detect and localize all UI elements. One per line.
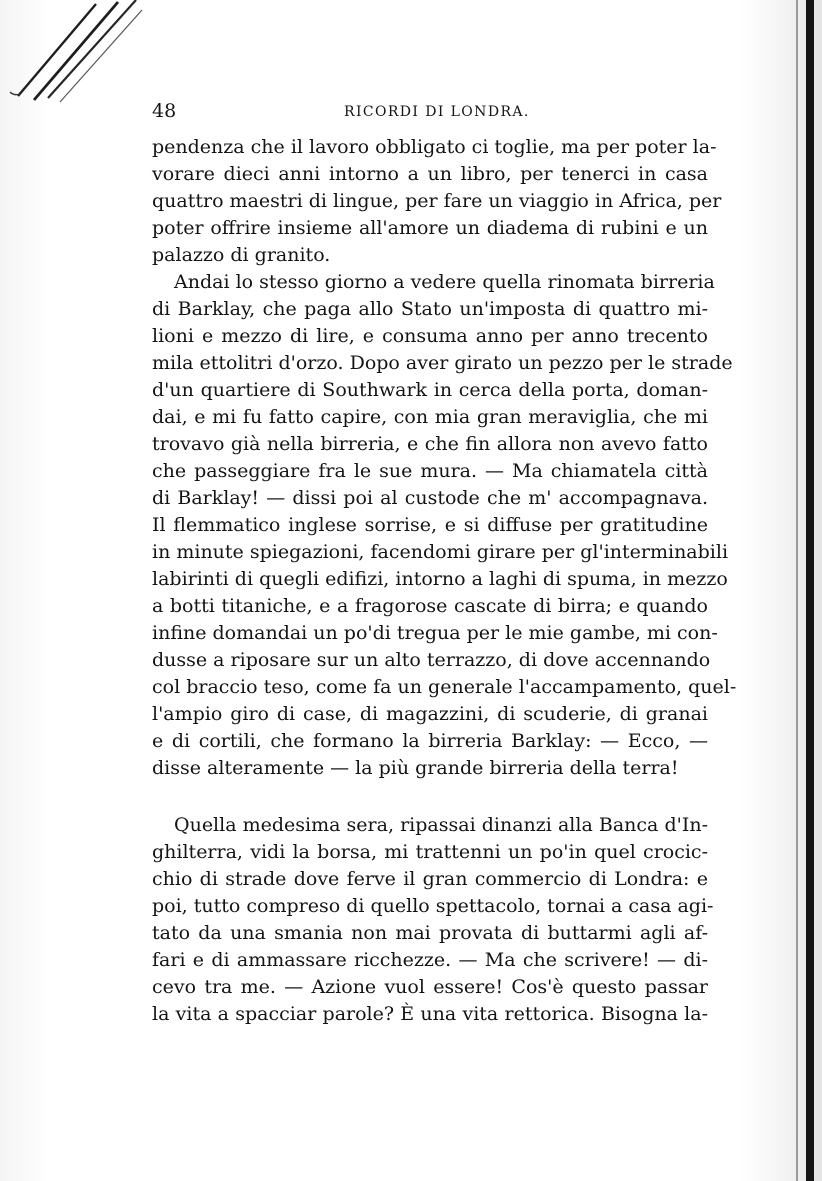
- text-line: fari e di ammassare ricchezze. — Ma che scrivere! — di-: [152, 949, 708, 971]
- text-line: e di cortili, che formano la birreria Barklay: — Ecco, —: [152, 730, 708, 752]
- text-line: palazzo di granito.: [152, 244, 331, 266]
- text-line: col braccio teso, come fa un generale l'accampamento, quel-: [152, 676, 737, 698]
- page-shadow-line: [796, 0, 798, 1181]
- text-line: di Barklay, che paga allo Stato un'imposta di quattro mi-: [152, 298, 708, 320]
- text-line: Il flemmatico inglese sorrise, e si diffuse per gratitudine: [152, 514, 708, 536]
- body-text: [152, 134, 737, 1028]
- paragraph: [152, 812, 714, 1028]
- page-edge: [806, 0, 814, 1181]
- text-line: ghilterra, vidi la borsa, mi trattenni un po'in quel crocic-: [152, 841, 708, 863]
- text-line: a botti titaniche, e a fragorose cascate di birra; e quando: [152, 595, 708, 617]
- text-line: che passeggiare fra le sue mura. — Ma chiamatela città: [152, 460, 708, 482]
- text-line: poi, tutto compreso di quello spettacolo, tornai a casa agi-: [152, 895, 714, 917]
- text-line: chio di strade dove ferve il gran commercio di Londra: e: [152, 868, 708, 890]
- section-gap: [152, 782, 708, 812]
- paragraph: [152, 134, 722, 269]
- text-line: cevo tra me. — Azione vuol essere! Cos'è questo passar: [152, 976, 708, 998]
- text-line: poter offrire insieme all'amore un diadema di rubini e un: [152, 217, 708, 239]
- running-title: RICORDI DI LONDRA.: [344, 104, 530, 120]
- text-line: dusse a riposare sur un alto terrazzo, di dove accennando: [152, 649, 711, 671]
- text-line: di Barklay! — dissi poi al custode che m' accompagnava.: [152, 487, 708, 509]
- text-line: lioni e mezzo di lire, e consuma anno per anno trecento: [152, 325, 708, 347]
- text-line: trovavo già nella birreria, e che fin allora non avevo fatto: [152, 433, 708, 455]
- text-line: dai, e mi fu fatto capire, con mia gran meraviglia, che mi: [152, 406, 708, 428]
- text-line: labirinti di quegli edifizi, intorno a laghi di spuma, in mezzo: [152, 568, 728, 590]
- text-line: Quella medesima sera, ripassai dinanzi alla Banca d'In-: [174, 814, 708, 836]
- text-line: l'ampio giro di case, di magazzini, di scuderie, di granai: [152, 703, 708, 725]
- text-line: d'un quartiere di Southwark in cerca della porta, doman-: [152, 379, 708, 401]
- text-line: in minute spiegazioni, facendomi girare per gl'interminabili: [152, 541, 729, 563]
- text-line: Andai lo stesso giorno a vedere quella rinomata birreria: [174, 271, 715, 293]
- text-line: pendenza che il lavoro obbligato ci toglie, ma per poter la-: [152, 136, 717, 158]
- text-line: la vita a spacciar parole? È una vita rettorica. Bisogna la-: [152, 1003, 708, 1025]
- page-number: 48: [152, 100, 177, 122]
- text-line: disse alteramente — la più grande birreria della terra!: [152, 757, 679, 779]
- paragraph: [152, 269, 737, 782]
- text-line: infine domandai un po'di tregua per le mie gambe, mi con-: [152, 622, 718, 644]
- running-head: [152, 98, 712, 124]
- text-line: vorare dieci anni intorno a un libro, per tenerci in casa: [152, 163, 708, 185]
- pencil-marks-illustration: [0, 0, 160, 120]
- text-line: mila ettolitri d'orzo. Dopo aver girato un pezzo per le strade: [152, 352, 733, 374]
- text-line: quattro maestri di lingue, per fare un viaggio in Africa, per: [152, 190, 722, 212]
- text-line: tato da una smania non mai provata di buttarmi agli af-: [152, 922, 708, 944]
